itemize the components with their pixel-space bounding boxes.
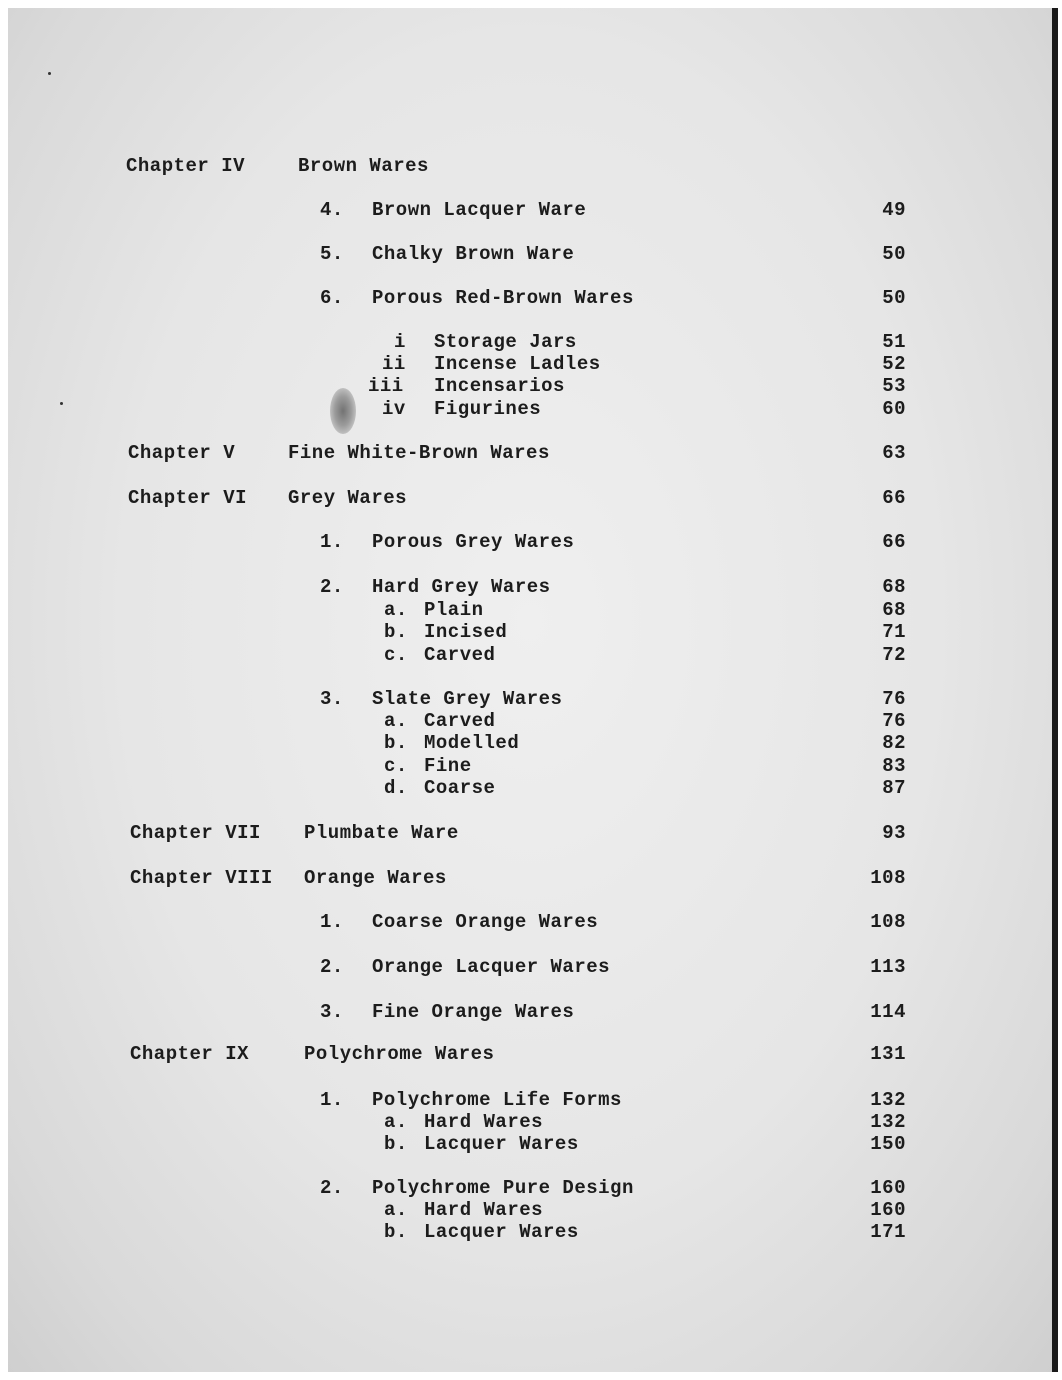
toc-entry-row xyxy=(0,731,1062,755)
toc-entry-row xyxy=(0,286,1062,310)
toc-entry-row xyxy=(0,1088,1062,1112)
subsection-title: Hard Wares xyxy=(424,1111,544,1133)
toc-entry-row xyxy=(0,1198,1062,1222)
toc-chapter-row xyxy=(0,486,1062,510)
toc-entry-row xyxy=(0,910,1062,934)
chapter-label: Chapter VI xyxy=(128,487,248,509)
chapter-label: Chapter VII xyxy=(130,822,261,844)
toc-entry-row xyxy=(0,198,1062,222)
toc-entry-row xyxy=(0,754,1062,778)
page-number: 52 xyxy=(882,353,906,375)
section-title: Slate Grey Wares xyxy=(372,688,563,710)
page-number: 108 xyxy=(870,867,906,889)
section-title: Porous Red-Brown Wares xyxy=(372,287,634,309)
section-number: 5. xyxy=(320,243,344,265)
page-number: 72 xyxy=(882,644,906,666)
subsection-letter: c. xyxy=(384,755,408,777)
toc-entry-row xyxy=(0,687,1062,711)
page-number: 160 xyxy=(870,1199,906,1221)
roman-numeral: i xyxy=(394,331,406,353)
section-number: 4. xyxy=(320,199,344,221)
subsection-letter: a. xyxy=(384,599,408,621)
section-title: Polychrome Life Forms xyxy=(372,1089,622,1111)
page-number: 60 xyxy=(882,398,906,420)
page-number: 53 xyxy=(882,375,906,397)
toc-entry-row xyxy=(0,1110,1062,1134)
page-number: 150 xyxy=(870,1133,906,1155)
subsection-title: Lacquer Wares xyxy=(424,1221,579,1243)
page-number: 131 xyxy=(870,1043,906,1065)
page-number: 49 xyxy=(882,199,906,221)
page-number: 114 xyxy=(870,1001,906,1023)
subsection-letter: a. xyxy=(384,710,408,732)
subsection-title: Carved xyxy=(424,644,496,666)
toc-entry-row xyxy=(0,352,1062,376)
chapter-title: Plumbate Ware xyxy=(304,822,459,844)
roman-numeral: iii xyxy=(368,375,404,397)
section-title: Polychrome Pure Design xyxy=(372,1177,634,1199)
page-number: 63 xyxy=(882,442,906,464)
page-number: 87 xyxy=(882,777,906,799)
chapter-title: Brown Wares xyxy=(298,155,429,177)
subsection-letter: b. xyxy=(384,732,408,754)
section-title: Porous Grey Wares xyxy=(372,531,575,553)
toc-entry-row xyxy=(0,397,1062,421)
subsection-letter: c. xyxy=(384,644,408,666)
section-number: 6. xyxy=(320,287,344,309)
section-title: Hard Grey Wares xyxy=(372,576,551,598)
page-number: 160 xyxy=(870,1177,906,1199)
toc-entry-row xyxy=(0,620,1062,644)
toc-entry-row xyxy=(0,530,1062,554)
page-number: 66 xyxy=(882,487,906,509)
roman-numeral: ii xyxy=(382,353,406,375)
page-number: 108 xyxy=(870,911,906,933)
section-number: 2. xyxy=(320,1177,344,1199)
subsection-letter: a. xyxy=(384,1199,408,1221)
section-title: Brown Lacquer Ware xyxy=(372,199,587,221)
page-number: 76 xyxy=(882,688,906,710)
subsection-title: Hard Wares xyxy=(424,1199,544,1221)
subsection-title: Figurines xyxy=(434,398,542,420)
chapter-label: Chapter VIII xyxy=(130,867,273,889)
subsection-title: Plain xyxy=(424,599,484,621)
page-number: 66 xyxy=(882,531,906,553)
toc-entry-row xyxy=(0,242,1062,266)
section-number: 1. xyxy=(320,531,344,553)
chapter-title: Polychrome Wares xyxy=(304,1043,495,1065)
subsection-title: Carved xyxy=(424,710,496,732)
subsection-title: Fine xyxy=(424,755,472,777)
subsection-title: Coarse xyxy=(424,777,496,799)
toc-entry-row xyxy=(0,1132,1062,1156)
subsection-letter: a. xyxy=(384,1111,408,1133)
chapter-label: Chapter IX xyxy=(130,1043,250,1065)
section-number: 3. xyxy=(320,688,344,710)
page-number: 132 xyxy=(870,1111,906,1133)
section-number: 1. xyxy=(320,911,344,933)
subsection-letter: b. xyxy=(384,1221,408,1243)
toc-chapter-row xyxy=(0,821,1062,845)
roman-numeral: iv xyxy=(382,398,406,420)
subsection-title: Modelled xyxy=(424,732,520,754)
toc-entry-row xyxy=(0,955,1062,979)
page-number: 71 xyxy=(882,621,906,643)
page-number: 68 xyxy=(882,576,906,598)
section-title: Coarse Orange Wares xyxy=(372,911,599,933)
page-number: 113 xyxy=(870,956,906,978)
subsection-letter: b. xyxy=(384,621,408,643)
toc-entry-row xyxy=(0,643,1062,667)
page-number: 171 xyxy=(870,1221,906,1243)
page-number: 76 xyxy=(882,710,906,732)
subsection-letter: d. xyxy=(384,777,408,799)
chapter-title: Grey Wares xyxy=(288,487,408,509)
page-number: 68 xyxy=(882,599,906,621)
toc-entry-row xyxy=(0,598,1062,622)
page-number: 50 xyxy=(882,243,906,265)
section-number: 2. xyxy=(320,576,344,598)
chapter-label: Chapter V xyxy=(128,442,236,464)
subsection-title: Lacquer Wares xyxy=(424,1133,579,1155)
toc-chapter-row xyxy=(0,441,1062,465)
section-title: Orange Lacquer Wares xyxy=(372,956,611,978)
section-number: 3. xyxy=(320,1001,344,1023)
subsection-title: Incised xyxy=(424,621,508,643)
toc-entry-row xyxy=(0,1000,1062,1024)
toc-chapter-row xyxy=(0,866,1062,890)
section-number: 2. xyxy=(320,956,344,978)
chapter-title: Orange Wares xyxy=(304,867,447,889)
toc-entry-row xyxy=(0,330,1062,354)
section-title: Chalky Brown Ware xyxy=(372,243,575,265)
toc-entry-row xyxy=(0,1176,1062,1200)
toc-entry-row xyxy=(0,776,1062,800)
toc-entry-row xyxy=(0,1220,1062,1244)
chapter-title: Fine White-Brown Wares xyxy=(288,442,550,464)
page-number: 82 xyxy=(882,732,906,754)
section-number: 1. xyxy=(320,1089,344,1111)
toc-entry-row xyxy=(0,374,1062,398)
toc-chapter-row xyxy=(0,1042,1062,1066)
subsection-title: Incensarios xyxy=(434,375,565,397)
subsection-title: Incense Ladles xyxy=(434,353,601,375)
toc-entry-row xyxy=(0,575,1062,599)
toc-chapter-row xyxy=(0,154,1062,178)
page-number: 93 xyxy=(882,822,906,844)
section-title: Fine Orange Wares xyxy=(372,1001,575,1023)
page-number: 51 xyxy=(882,331,906,353)
subsection-letter: b. xyxy=(384,1133,408,1155)
page-number: 132 xyxy=(870,1089,906,1111)
chapter-label: Chapter IV xyxy=(126,155,246,177)
toc-entry-row xyxy=(0,709,1062,733)
subsection-title: Storage Jars xyxy=(434,331,577,353)
page-number: 83 xyxy=(882,755,906,777)
page-number: 50 xyxy=(882,287,906,309)
